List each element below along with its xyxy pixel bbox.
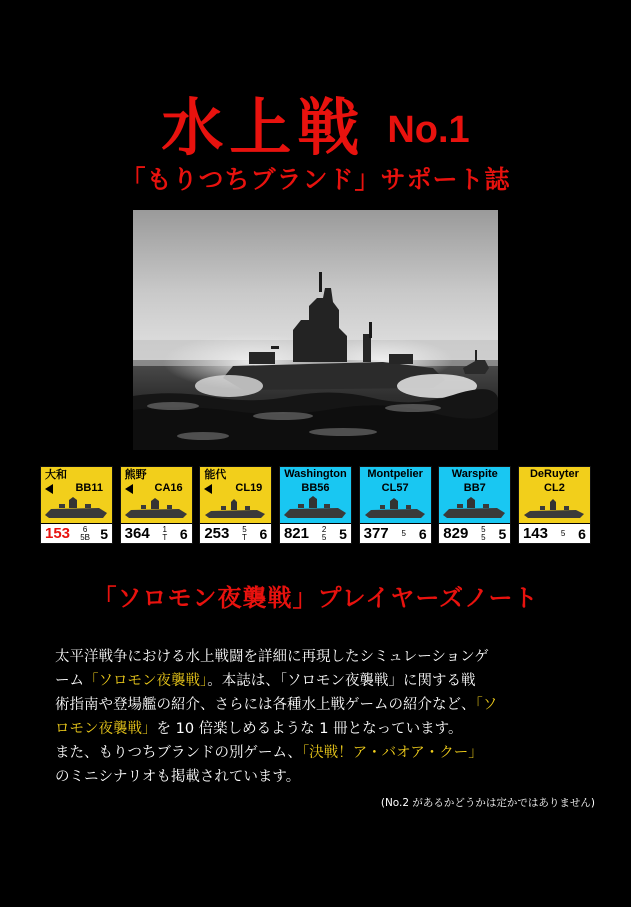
ship-counter[interactable] xyxy=(438,466,511,544)
ship-silhouette-icon xyxy=(200,495,271,523)
battleship-photo-graphic xyxy=(133,210,498,450)
ship-silhouette-icon xyxy=(121,495,192,523)
body-line-2a: ーム xyxy=(55,673,84,689)
counter-ship-name: DeRuyter xyxy=(529,468,579,480)
counter-stat-right: 6 xyxy=(418,525,427,542)
counter-ship-name: 大和 xyxy=(45,468,67,481)
ship-silhouette-icon xyxy=(439,495,510,523)
counter-stat-main: 143 xyxy=(522,525,548,542)
footnote: (No.2 があるかどうかは定かではありません) xyxy=(380,797,595,809)
counter-stat-sub: T xyxy=(162,532,168,542)
counter-ship-silhouette xyxy=(121,495,192,523)
ship-silhouette-icon xyxy=(360,495,431,523)
body-line-6: のミニシナリオも掲載されています。 xyxy=(55,769,301,785)
counter-ship-id-text: CL19 xyxy=(235,482,263,494)
subtitle: 「もりつちブランド」サポート誌 xyxy=(120,165,511,194)
counter-stat-sup: 5 xyxy=(481,524,486,534)
body-line-5-highlight: 「決戦！ア・バオア・クー」 xyxy=(301,745,483,761)
counter-stats xyxy=(360,523,431,543)
counter-ship-silhouette xyxy=(41,495,112,523)
counter-ship-silhouette xyxy=(519,495,590,523)
ship-counter-row xyxy=(40,466,591,544)
title-row xyxy=(0,78,631,167)
counter-stat-sup: 5 xyxy=(560,528,566,538)
counter-stat-mid xyxy=(162,526,167,542)
body-line-2-highlight: 「ソロモン夜襲戦」 xyxy=(84,673,208,689)
counter-stat-main: 364 xyxy=(124,525,150,542)
counter-ship-id-text: CA16 xyxy=(154,482,183,494)
counter-stat-sub: 5 xyxy=(321,532,327,542)
counter-stat-right: 5 xyxy=(100,525,108,542)
counter-ship-id xyxy=(439,482,510,495)
counter-stat-main: 821 xyxy=(283,525,309,542)
left-arrow-icon xyxy=(204,484,212,494)
counter-stat-sub: 5 xyxy=(481,532,486,542)
counter-stat-mid xyxy=(322,526,326,542)
counter-stat-sup: 1 xyxy=(162,524,167,534)
ship-counter[interactable] xyxy=(359,466,432,544)
counter-stat-sup: 5 xyxy=(242,524,247,534)
counter-ship-id-text: BB56 xyxy=(301,482,330,494)
counter-ship-id xyxy=(360,482,431,495)
counter-ship-name: Warspite xyxy=(451,468,498,480)
body-line-4-highlight: ロモン夜襲戦」 xyxy=(55,721,157,737)
body-line-3a: 術指南や登場艦の紹介、さらには各種水上戦ゲームの紹介など、 xyxy=(55,697,476,713)
counter-ship-name: 熊野 xyxy=(124,468,147,481)
counter-ship-name: Washington xyxy=(284,468,347,480)
counter-stat-right: 6 xyxy=(179,525,188,542)
counter-stat-sup: 2 xyxy=(321,524,327,534)
counter-ship-id-text: CL2 xyxy=(544,482,565,494)
counter-stat-mid xyxy=(242,526,247,542)
ship-silhouette-icon xyxy=(41,495,112,523)
counter-stat-mid xyxy=(481,526,485,542)
counter-stat-sub: 5B xyxy=(80,532,91,542)
issue-number: No.1 xyxy=(387,109,470,151)
body-line-3-highlight: 「ソ xyxy=(475,697,498,713)
counter-ship-name: Montpelier xyxy=(367,468,423,480)
counter-ship-silhouette xyxy=(200,495,271,523)
counter-stat-main: 377 xyxy=(363,525,389,542)
counter-stat-mid xyxy=(402,530,406,538)
left-arrow-icon xyxy=(125,484,133,494)
ship-silhouette-icon xyxy=(519,495,590,523)
counter-stats xyxy=(439,523,510,543)
counter-stats xyxy=(519,523,590,543)
counter-stats xyxy=(280,523,351,543)
counter-ship-id-text: CL57 xyxy=(381,482,409,494)
body-line-4b: を 10 倍楽しめるような 1 冊となっています。 xyxy=(156,721,463,737)
counter-stat-sup: 6 xyxy=(82,524,88,534)
battleship-photo xyxy=(133,210,498,450)
body-line-2c: 。本誌は、「ソロモン夜襲戦」に関する戦 xyxy=(207,673,476,689)
counter-ship-silhouette xyxy=(439,495,510,523)
counter-ship-id xyxy=(519,482,590,495)
ship-silhouette-icon xyxy=(280,495,351,523)
body-line-5: また、もりつちブランドの別ゲーム、 xyxy=(55,745,302,761)
counter-stat-mid xyxy=(561,530,565,538)
ship-counter[interactable] xyxy=(199,466,272,544)
counter-ship-silhouette xyxy=(360,495,431,523)
ship-counter[interactable] xyxy=(120,466,193,544)
counter-ship-silhouette xyxy=(280,495,351,523)
ship-counter[interactable] xyxy=(518,466,591,544)
counter-ship-id-text: BB11 xyxy=(75,482,103,494)
ship-counter[interactable] xyxy=(40,466,113,544)
section-heading: 「ソロモン夜襲戦」プレイヤーズノート xyxy=(92,584,539,612)
counter-stat-main: 253 xyxy=(204,525,230,542)
counter-stats xyxy=(200,523,271,543)
counter-stat-mid xyxy=(80,526,90,542)
counter-stat-sup: 5 xyxy=(401,528,406,538)
counter-ship-id xyxy=(280,482,351,495)
counter-ship-id-text: BB7 xyxy=(463,482,486,494)
counter-stat-right: 5 xyxy=(339,525,347,542)
counter-stats xyxy=(121,523,192,543)
counter-stat-sub: T xyxy=(241,532,247,542)
counter-stat-main: 829 xyxy=(443,525,469,542)
cover-body-text xyxy=(55,645,585,789)
counter-stat-main: 153 xyxy=(45,525,71,542)
counter-ship-name: 能代 xyxy=(204,468,227,481)
counter-stat-right: 5 xyxy=(498,525,507,542)
counter-ship-id xyxy=(121,482,192,495)
ship-counter[interactable] xyxy=(279,466,352,544)
body-line-1: 太平洋戦争における水上戦闘を詳細に再現したシミュレーションゲ xyxy=(55,649,489,665)
counter-stats xyxy=(41,523,112,543)
counter-ship-id xyxy=(200,482,271,495)
left-arrow-icon xyxy=(45,484,53,494)
counter-ship-id xyxy=(41,482,112,495)
page-title: 水上戦 xyxy=(161,91,366,164)
counter-stat-right: 6 xyxy=(578,525,586,542)
counter-stat-right: 6 xyxy=(259,525,268,542)
